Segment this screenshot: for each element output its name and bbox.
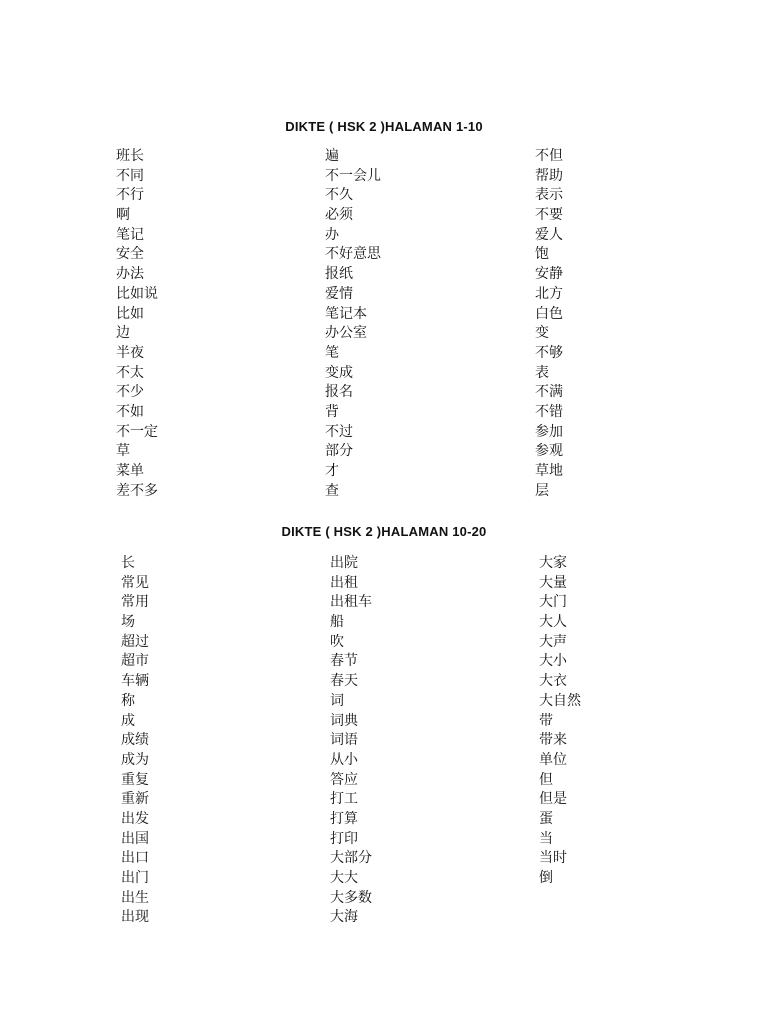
vocab-word: 安全 — [116, 246, 144, 263]
vocab-word: 出现 — [121, 909, 149, 926]
vocab-word: 变成 — [325, 364, 353, 381]
vocab-word: 比如 — [116, 305, 144, 322]
vocab-word: 不久 — [325, 187, 353, 204]
vocab-word: 参观 — [535, 443, 563, 460]
vocab-word: 帮助 — [535, 167, 563, 184]
vocab-word: 不满 — [535, 384, 563, 401]
section-2-column-2 — [330, 554, 372, 928]
vocab-word: 表示 — [535, 187, 563, 204]
vocab-word: 词语 — [330, 732, 358, 749]
vocab-word: 爱人 — [535, 226, 563, 243]
vocab-word: 白色 — [535, 305, 563, 322]
vocab-word: 成为 — [121, 751, 149, 768]
vocab-word: 不一定 — [116, 423, 158, 440]
vocab-word: 重复 — [121, 771, 149, 788]
vocab-word: 不同 — [116, 167, 144, 184]
section-2-title: DIKTE ( HSK 2 )HALAMAN 10-20 — [281, 524, 487, 539]
vocab-word: 不少 — [116, 384, 144, 401]
vocab-word: 变 — [535, 325, 549, 342]
vocab-word: 遍 — [325, 148, 339, 164]
vocab-word: 笔 — [325, 344, 339, 361]
vocab-word: 常用 — [121, 594, 149, 611]
vocab-word: 大家 — [539, 555, 567, 571]
vocab-word: 比如说 — [116, 285, 158, 302]
vocab-word: 称 — [121, 692, 135, 709]
vocab-word: 蛋 — [539, 810, 553, 827]
vocab-word: 春天 — [330, 673, 358, 690]
vocab-word: 办法 — [116, 266, 144, 283]
vocab-word: 单位 — [539, 751, 567, 768]
vocab-word: 但 — [539, 771, 553, 788]
vocab-word: 大声 — [539, 633, 567, 650]
vocab-word: 大部分 — [330, 850, 372, 867]
vocab-word: 报名 — [325, 384, 353, 401]
vocab-word: 不够 — [535, 344, 563, 361]
vocab-word: 不错 — [535, 403, 563, 420]
vocab-word: 草 — [116, 443, 130, 460]
vocab-word: 打工 — [330, 791, 358, 808]
vocab-word: 超市 — [121, 653, 149, 670]
vocab-word: 打印 — [330, 830, 358, 847]
vocab-word: 出院 — [330, 555, 358, 571]
vocab-word: 笔记本 — [325, 305, 367, 322]
vocab-word: 大自然 — [539, 692, 581, 709]
vocab-word: 出租车 — [330, 594, 372, 611]
vocab-word: 班长 — [116, 148, 144, 164]
vocab-word: 菜单 — [116, 463, 144, 479]
section-1-column-3 — [535, 147, 563, 501]
vocab-word: 层 — [535, 482, 549, 499]
vocab-word: 出租 — [330, 574, 358, 591]
vocab-word: 不要 — [535, 207, 563, 224]
vocab-word: 出门 — [121, 870, 149, 886]
vocab-word: 长 — [121, 555, 135, 571]
vocab-word: 表 — [535, 364, 549, 381]
vocab-word: 当时 — [539, 850, 567, 867]
vocab-word: 参加 — [535, 423, 563, 440]
vocab-word: 边 — [116, 325, 130, 342]
vocab-word: 爱情 — [325, 285, 353, 302]
vocab-word: 查 — [325, 482, 339, 499]
vocab-word: 重新 — [121, 791, 149, 808]
vocab-word: 大多数 — [330, 889, 372, 906]
vocab-word: 大海 — [330, 909, 358, 926]
vocab-word: 必须 — [325, 207, 353, 224]
section-1-title: DIKTE ( HSK 2 )HALAMAN 1-10 — [285, 119, 483, 134]
vocab-word: 草地 — [535, 463, 563, 479]
vocab-word: 不好意思 — [325, 246, 381, 263]
section-1-column-1 — [116, 147, 158, 501]
vocab-word: 办 — [325, 226, 339, 243]
vocab-word: 报纸 — [325, 266, 353, 283]
vocab-word: 词典 — [330, 712, 358, 729]
vocab-word: 办公室 — [325, 325, 367, 342]
vocab-word: 出国 — [121, 830, 149, 847]
vocab-word: 出口 — [121, 850, 149, 867]
vocab-word: 船 — [330, 614, 344, 631]
vocab-word: 不太 — [116, 364, 144, 381]
vocab-word: 带来 — [539, 732, 567, 749]
vocab-word: 当 — [539, 830, 553, 847]
section-2-column-3 — [539, 554, 581, 889]
vocab-word: 倒 — [539, 870, 553, 886]
vocab-word: 才 — [325, 463, 339, 479]
vocab-word: 饱 — [535, 246, 549, 263]
vocab-word: 啊 — [116, 207, 130, 224]
vocab-word: 半夜 — [116, 344, 144, 361]
vocab-word: 出生 — [121, 889, 149, 906]
vocab-word: 大大 — [330, 870, 358, 886]
vocab-word: 不但 — [535, 148, 563, 164]
vocab-word: 差不多 — [116, 482, 158, 499]
vocab-word: 车辆 — [121, 673, 149, 690]
vocab-word: 大小 — [539, 653, 567, 670]
vocab-word: 背 — [325, 403, 339, 420]
vocab-word: 大量 — [539, 574, 567, 591]
vocab-word: 带 — [539, 712, 553, 729]
vocab-word: 吹 — [330, 633, 344, 650]
vocab-word: 成绩 — [121, 732, 149, 749]
vocab-word: 场 — [121, 614, 135, 631]
vocab-word: 常见 — [121, 574, 149, 591]
vocab-word: 答应 — [330, 771, 358, 788]
vocab-word: 不过 — [325, 423, 353, 440]
vocab-word: 不如 — [116, 403, 144, 420]
vocab-word: 打算 — [330, 810, 358, 827]
vocab-word: 部分 — [325, 443, 353, 460]
vocab-word: 北方 — [535, 285, 563, 302]
vocab-word: 不行 — [116, 187, 144, 204]
vocab-word: 大人 — [539, 614, 567, 631]
section-2-column-1 — [121, 554, 149, 928]
vocab-word: 春节 — [330, 653, 358, 670]
vocab-word: 大门 — [539, 594, 567, 611]
section-1-column-2 — [325, 147, 381, 501]
vocab-word: 成 — [121, 712, 135, 729]
vocab-word: 词 — [330, 692, 344, 709]
vocab-word: 大衣 — [539, 673, 567, 690]
vocab-word: 安静 — [535, 266, 563, 283]
vocab-word: 超过 — [121, 633, 149, 650]
vocab-word: 但是 — [539, 791, 567, 808]
vocab-word: 不一会儿 — [325, 167, 381, 184]
vocab-word: 出发 — [121, 810, 149, 827]
vocab-word: 笔记 — [116, 226, 144, 243]
vocab-word: 从小 — [330, 751, 358, 768]
